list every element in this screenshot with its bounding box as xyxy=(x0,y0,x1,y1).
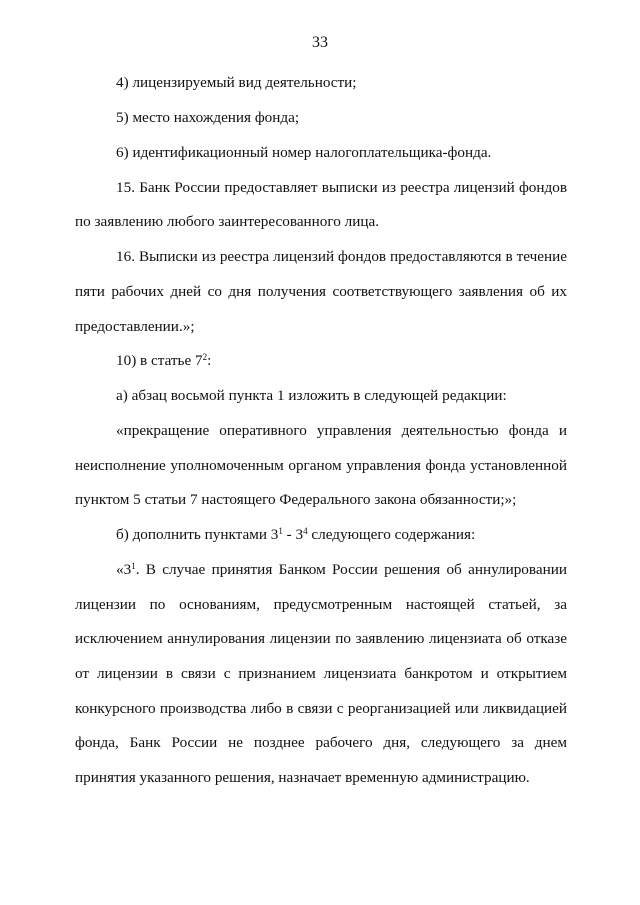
page-number: 33 xyxy=(312,34,328,51)
text-fragment: 10) в статье 7 xyxy=(116,352,203,369)
text-line xyxy=(116,351,211,371)
text-fragment: «3 xyxy=(116,561,132,578)
text-fragment: следующего содержания: xyxy=(307,526,476,543)
superscript: 1 xyxy=(278,526,283,536)
text-line xyxy=(116,560,567,580)
text-line: 5) место нахождения фонда; xyxy=(116,109,300,126)
text-line: по заявлению любого заинтересованного лица. xyxy=(75,213,380,230)
text-line: пяти рабочих дней со дня получения соответствующего заявления об их xyxy=(75,283,567,300)
superscript: 2 xyxy=(202,352,208,362)
text-line: конкурсного производства либо в связи с реорганизацией или ликвидацией xyxy=(75,700,567,717)
text-line: 4) лицензируемый вид деятельности; xyxy=(116,74,357,91)
text-line: фонда, Банк России не позднее рабочего дня, следующего за днем xyxy=(75,734,567,751)
text-line: 15. Банк России предоставляет выписки из реестра лицензий фондов xyxy=(116,179,567,196)
text-line xyxy=(116,525,475,545)
text-line: от лицензии в связи с признанием лицензиата банкротом и открытием xyxy=(75,665,567,682)
text-line: 6) идентификационный номер налогоплательщика-фонда. xyxy=(116,144,492,161)
text-line: принятия указанного решения, назначает временную администрацию. xyxy=(75,769,530,786)
superscript: 4 xyxy=(303,526,308,536)
text-line: исключением аннулирования лицензии по заявлению лицензиата об отказе xyxy=(75,630,567,647)
text-fragment: : xyxy=(207,352,212,369)
text-fragment: б) дополнить пунктами 3 xyxy=(116,526,279,543)
text-fragment: - 3 xyxy=(282,526,304,543)
text-line: неисполнение уполномоченным органом управления фонда установленной xyxy=(75,457,567,474)
text-line: а) абзац восьмой пункта 1 изложить в следующей редакции: xyxy=(116,387,507,404)
superscript: 1 xyxy=(131,561,136,571)
text-fragment: . В случае принятия Банком России решения об аннулировании xyxy=(135,561,567,578)
text-line: 16. Выписки из реестра лицензий фондов предоставляются в течение xyxy=(116,248,567,265)
text-line: пунктом 5 статьи 7 настоящего Федерального закона обязанности;»; xyxy=(75,491,517,508)
text-line: предоставлении.»; xyxy=(75,318,195,335)
text-line: «прекращение оперативного управления деятельностью фонда и xyxy=(116,422,567,439)
text-line: лицензии по основаниям, предусмотренным настоящей статьей, за xyxy=(75,596,567,613)
